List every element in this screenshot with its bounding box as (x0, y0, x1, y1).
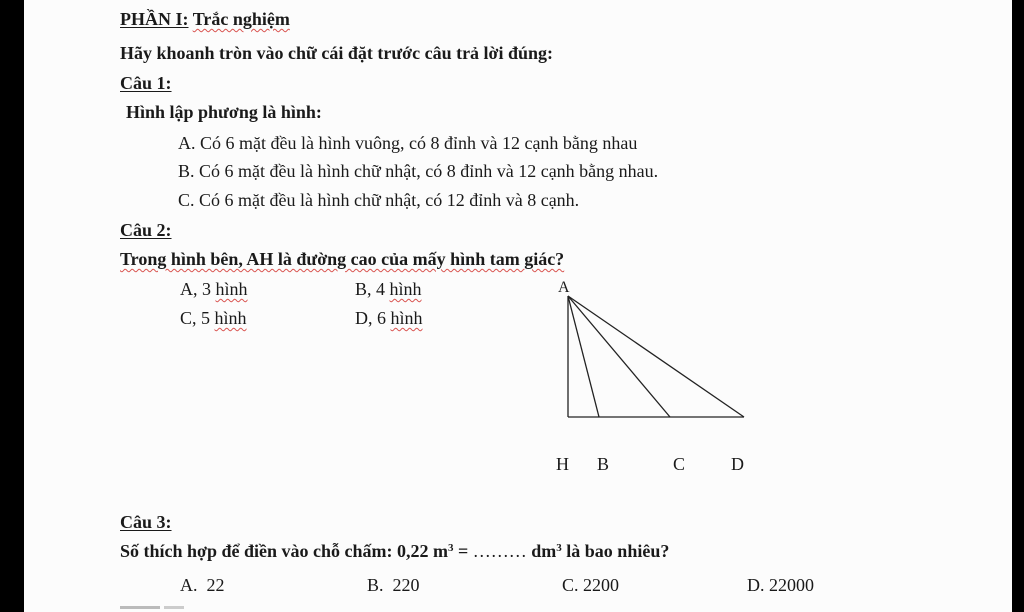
question-2-option-b: B, 4 hình (355, 279, 422, 299)
instruction: Hãy khoanh tròn vào chữ cái đặt trước câu trả lời đúng: (120, 43, 554, 63)
question-1-option-c: C. Có 6 mặt đều là hình chữ nhật, có 12 đỉnh và 8 cạnh. (178, 190, 580, 210)
question-3-option-c: C. 2200 (562, 575, 620, 595)
question-1-option-a: A. Có 6 mặt đều là hình vuông, có 8 đỉnh và 12 cạnh bằng nhau (178, 133, 638, 153)
question-3-prompt: Số thích hợp để điền vào chỗ chấm: 0,22 $m^3$ = ……… $dm^3$ là bao nhiêu? (120, 541, 670, 561)
point-label-c: C (673, 454, 686, 474)
question-1-label: Câu 1: (120, 73, 172, 93)
question-2-label: Câu 2: (120, 220, 172, 240)
document-page (24, 0, 1012, 612)
point-label-h: H (556, 454, 569, 474)
section-prefix: PHẦN I: (120, 9, 189, 29)
question-2-prompt: Trong hình bên, AH là đường cao của mấy hình tam giác? (120, 249, 565, 269)
cutoff-text-fragment (120, 606, 160, 609)
question-2-option-d: D, 6 hình (355, 308, 423, 328)
question-2-option-a: A, 3 hình (180, 279, 248, 299)
section-header (120, 8, 290, 30)
section-title: Trắc nghiệm (192, 9, 290, 29)
answer-blank: ……… (472, 541, 527, 561)
triangle-figure (544, 280, 784, 480)
question-3-option-b: B. 220 (367, 575, 420, 595)
question-2-option-c: C, 5 hình (180, 308, 247, 328)
question-1-prompt: Hình lập phương là hình: (126, 102, 322, 122)
cutoff-text-fragment (164, 606, 184, 609)
question-3-option-a: A. 22 (180, 575, 225, 595)
point-label-b: B (597, 454, 610, 474)
point-label-d: D (731, 454, 744, 474)
question-1-option-b: B. Có 6 mặt đều là hình chữ nhật, có 8 đỉnh và 12 cạnh bằng nhau. (178, 161, 659, 181)
point-label-a: A (558, 279, 570, 296)
question-3-label: Câu 3: (120, 512, 172, 532)
question-3-option-d: D. 22000 (747, 575, 814, 595)
